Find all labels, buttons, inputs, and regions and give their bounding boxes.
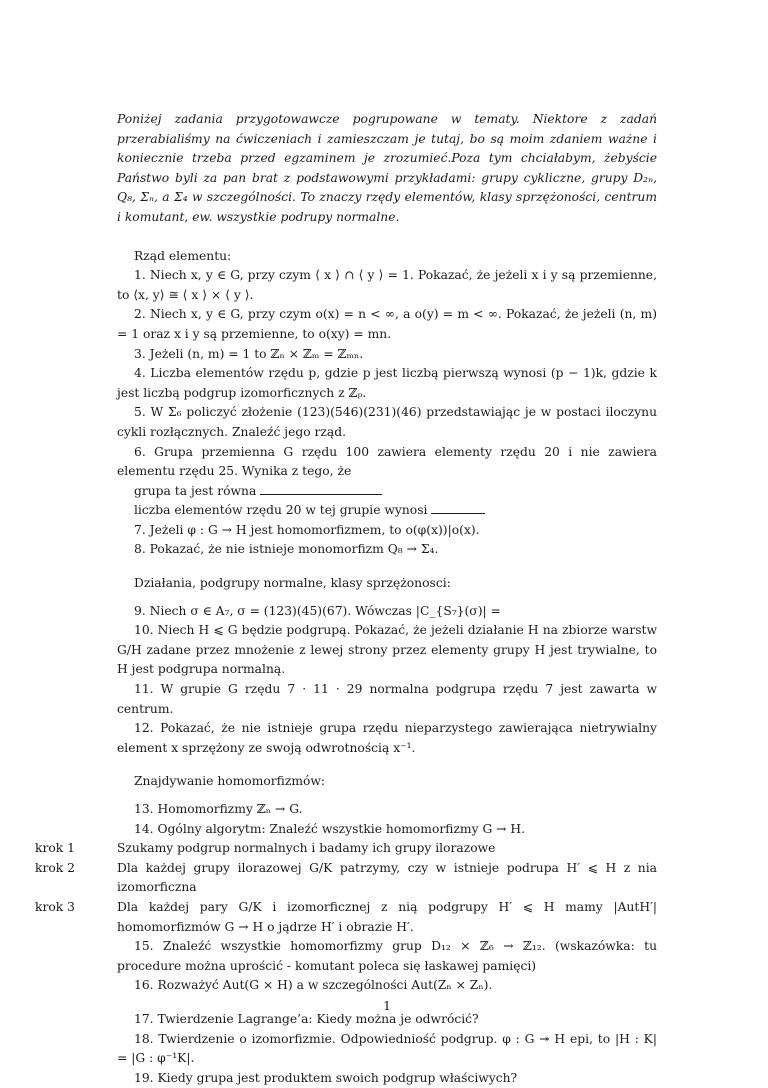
exercise-16: 16. Rozważyć Aut(G × H) a w szczególności Aut(Zₙ × Zₙ).: [134, 978, 493, 993]
section-title-element-order: Rząd elementu:: [134, 248, 232, 263]
blank-line-count: [117, 501, 657, 521]
exercise-15: 15. Znaleźć wszystkie homomorfizmy grup D₁₂ × ℤ₆ → ℤ₁₂. (wskazówka: tu procedure można uprościć - komutant poleca się łaskawej pamięci): [117, 939, 657, 973]
exercise-3: 3. Jeżeli (n, m) = 1 to ℤₙ × ℤₘ = ℤₘₙ.: [134, 346, 364, 361]
exercise-9: 9. Niech σ ∈ A₇, σ = (123)(45)(67). Wówczas |C_{S₇}(σ)| =: [134, 603, 501, 618]
intro-paragraph: Poniżej zadania przygotowawcze pogrupowane w tematy. Niektore z zadań przerabialiśmy na ćwiczeniach i zamieszczam je tutaj, bo są moim zdaniem ważne i koniecznie trzeba przed egzaminem je zrozumieć.Poza tym chciałabym, żebyście Państwo byli za pan brat z podstawowymi przykładami: grupy cykliczne, grupy D₂ₙ, Q₈, Σₙ, a Σ₄ w szczególności. To znaczy rzędy elementów, klasy sprzężoności, centrum i komutant, ew. wszystkie podrupy normalne.: [117, 112, 657, 224]
exercise-4: 4. Liczba elementów rzędu p, gdzie p jest liczbą pierwszą wynosi (p − 1)k, gdzie k jest liczbą podgrup izomorficznych z ℤₚ.: [117, 366, 657, 400]
exercise-7: 7. Jeżeli φ : G → H jest homomorfizmem, to o(φ(x))|o(x).: [134, 522, 480, 537]
section-title-homomorphisms: Znajdywanie homomorfizmów:: [134, 774, 326, 789]
blank-prompt-group: grupa ta jest równa: [134, 483, 257, 498]
exercise-8: 8. Pokazać, że nie istnieje monomorfizm Q₈ → Σ₄.: [134, 542, 439, 557]
step-label: krok 2: [35, 860, 75, 875]
algorithm-step-3: [35, 898, 657, 937]
exercise-14: 14. Ogólny algorytm: Znaleźć wszystkie homomorfizmy G → H.: [134, 821, 526, 836]
step-label: krok 1: [35, 841, 75, 856]
answer-blank-count: [431, 501, 485, 514]
step-text: Dla każdej grupy ilorazowej G/K patrzymy, czy w istnieje podrupa H′ ⩽ H z nia izomorficzna: [117, 860, 657, 895]
step-label: krok 3: [35, 899, 75, 914]
exercise-5: 5. W Σ₆ policzyć złożenie (123)(546)(231)(46) przedstawiając je w postaci iloczynu cykli rozłącznych. Znaleźć jego rząd.: [117, 405, 657, 439]
exercise-17: 17. Twierdzenie Lagrange’a: Kiedy można je odwrócić?: [134, 1011, 479, 1026]
exercise-10: 10. Niech H ⩽ G będzie podgrupą. Pokazać, że jeżeli działanie H na zbiorze warstw G/H zadane przez mnożenie z lewej strony przez elementy grupy H jest trywialne, to H jest podgrupa normalną.: [117, 623, 657, 677]
exercise-6: 6. Grupa przemienna G rzędu 100 zawiera elementy rzędu 20 i nie zawiera elementu rzędu 25. Wynika z tego, że: [117, 444, 657, 479]
exercise-1: 1. Niech x, y ∈ G, przy czym ⟨ x ⟩ ∩ ⟨ y ⟩ = 1. Pokazać, że jeżeli x i y są przemienne, to ⟨x, y⟩ ≅ ⟨ x ⟩ × ⟨ y ⟩.: [117, 268, 657, 302]
page-number: 1: [383, 999, 391, 1013]
section-title-actions: Działania, podgrupy normalne, klasy sprzężonosci:: [134, 576, 451, 591]
step-text: Dla każdej pary G/K i izomorficznej z nią podgrupy H′ ⩽ H mamy |AutH′| homomorfizmów G → H o jądrze H′ i obrazie H′.: [117, 899, 657, 934]
exercise-2: 2. Niech x, y ∈ G, przy czym o(x) = n < ∞, a o(y) = m < ∞. Pokazać, że jeżeli (n, m) = 1 oraz x i y są przemienne, to o(xy) = mn.: [117, 307, 657, 341]
algorithm-step-1: [35, 839, 657, 859]
exercise-11: 11. W grupie G rzędu 7 · 11 · 29 normalna podgrupa rzędu 7 jest zawarta w centrum.: [117, 682, 657, 716]
answer-blank-group: [260, 482, 382, 495]
document-page: [35, 110, 657, 1088]
step-text: Szukamy podgrup normalnych i badamy ich grupy ilorazowe: [117, 841, 496, 856]
blank-prompt-count: liczba elementów rzędu 20 w tej grupie wynosi: [134, 503, 428, 518]
exercise-19: 19. Kiedy grupa jest produktem swoich podgrup właściwych?: [134, 1070, 518, 1085]
exercise-12: 12. Pokazać, że nie istnieje grupa rzędu nieparzystego zawierająca nietrywialny element x sprzężony ze swoją odwrotnością x⁻¹.: [117, 721, 657, 755]
exercise-13: 13. Homomorfizmy ℤₙ → G.: [134, 802, 303, 816]
exercise-18: 18. Twierdzenie o izomorfizmie. Odpowiedniość podgrup. φ : G ↠ H epi, to |H : K| = |G : φ⁻¹K|.: [117, 1031, 657, 1066]
algorithm-step-2: [35, 859, 657, 898]
blank-line-group: [117, 482, 657, 502]
